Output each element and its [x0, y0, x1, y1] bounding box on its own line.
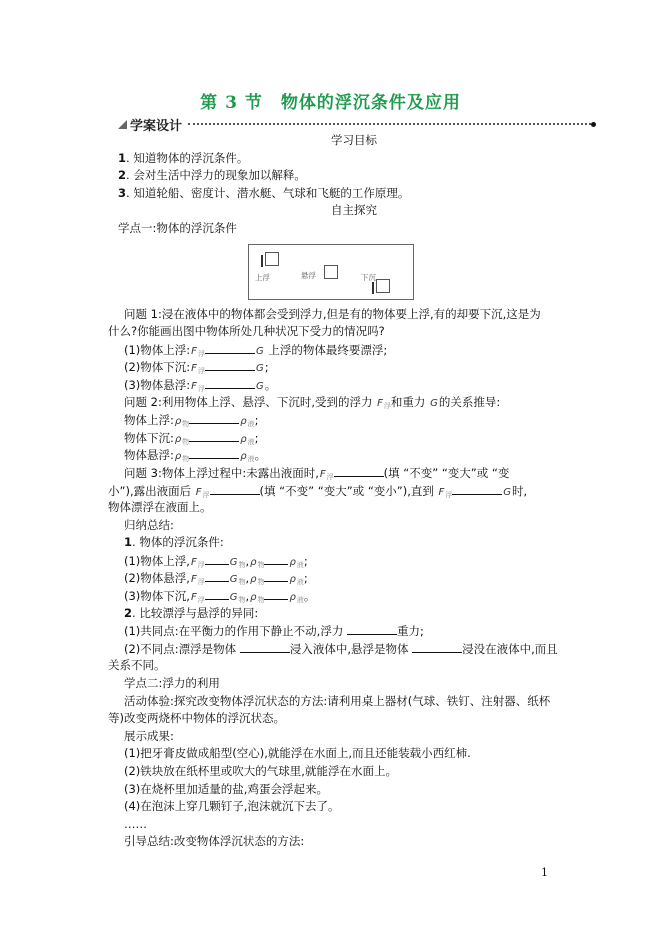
- formula-symbol: G: [229, 592, 238, 604]
- text-run: ;: [254, 413, 259, 428]
- formula-symbol: ρ: [250, 574, 257, 586]
- formula-subscript: 浮: [197, 349, 205, 358]
- formula-subscript: 浮: [383, 401, 391, 410]
- text-run: 3: [118, 185, 127, 200]
- text-run: (1)物体上浮:: [124, 342, 191, 357]
- text-run: 。: [254, 448, 267, 463]
- text-line: [118, 167, 590, 185]
- answer-blank[interactable]: [347, 622, 397, 635]
- text-run: ;: [303, 553, 308, 568]
- text-line: [118, 833, 590, 851]
- formula-subscript: 液: [296, 596, 304, 605]
- text-run: ;: [254, 430, 259, 445]
- formula-symbol: G: [229, 574, 238, 586]
- text-run: 浸没在液体中,而且: [462, 641, 558, 656]
- text-run: 。: [303, 589, 316, 604]
- section-header-label: 学案设计: [130, 118, 183, 134]
- formula-subscript: 浮: [197, 384, 205, 393]
- text-run: 1: [124, 535, 133, 550]
- text-run: 学点一:物体的浮沉条件: [118, 220, 237, 235]
- document-body: [108, 132, 590, 851]
- formula-subscript: 物: [257, 578, 265, 587]
- formula-symbol: G: [229, 556, 238, 568]
- text-line: [118, 569, 590, 587]
- answer-blank[interactable]: [189, 429, 239, 442]
- text-run: 问题 3:物体上浮过程中:未露出液面时,: [124, 465, 319, 480]
- text-line: [118, 446, 590, 464]
- formula-symbol: ρ: [174, 416, 182, 428]
- text-run: 学点二:浮力的利用: [124, 676, 220, 691]
- formula-symbol: F: [195, 486, 202, 498]
- section-header: [118, 116, 596, 132]
- text-run: 自主探究: [331, 203, 377, 218]
- text-run: 学习目标: [331, 133, 377, 147]
- text-run: 1: [118, 150, 127, 165]
- formula-subscript: 液: [247, 437, 255, 446]
- text-line: [118, 552, 590, 570]
- text-line: [118, 341, 590, 359]
- formula-symbol: F: [191, 363, 197, 375]
- text-line: [118, 605, 590, 623]
- text-run: 。: [264, 377, 277, 392]
- answer-blank[interactable]: [205, 341, 255, 354]
- formula-subscript: 浮: [197, 367, 205, 376]
- text-line: [118, 728, 590, 746]
- text-line: [118, 587, 590, 605]
- text-run: 物体漂浮在液面上。: [108, 500, 212, 515]
- page-number: 1: [541, 866, 548, 879]
- text-run: 引导总结:改变物体浮沉状态的方法:: [124, 834, 305, 849]
- answer-blank[interactable]: [205, 587, 229, 600]
- formula-symbol: ρ: [250, 592, 257, 604]
- formula-subscript: 物: [182, 420, 190, 429]
- formula-symbol: G: [430, 397, 438, 409]
- answer-blank[interactable]: [205, 569, 229, 582]
- answer-blank[interactable]: [205, 376, 255, 389]
- text-line: [118, 816, 590, 834]
- text-line: [118, 394, 590, 412]
- formula-symbol: F: [190, 556, 197, 568]
- text-run: 关系不同。: [108, 658, 166, 673]
- formula-symbol: ρ: [174, 451, 182, 463]
- text-run: . 知道物体的浮沉条件。: [126, 150, 249, 165]
- text-run: 活动体验:探究改变物体浮沉状态的方法:请利用桌上器材(气球、铁钉、注射器、纸杯: [124, 693, 551, 708]
- text-line: [118, 622, 590, 640]
- text-line: [118, 745, 590, 763]
- label-rising: 上浮: [255, 272, 270, 282]
- formula-symbol: G: [255, 345, 264, 357]
- text-run: (填 “不变” “变大”或 “变小”),直到: [259, 483, 438, 498]
- text-run: 展示成果:: [124, 728, 174, 743]
- formula-subscript: 物: [257, 560, 265, 569]
- text-run: 归纳总结:: [124, 517, 174, 532]
- answer-blank[interactable]: [210, 482, 260, 495]
- answer-blank[interactable]: [334, 464, 384, 477]
- text-run: 物体下沉:: [124, 430, 174, 445]
- text-run: (3)物体下沉,: [124, 589, 190, 604]
- text-run: 2: [118, 168, 127, 183]
- text-run: (2)不同点:漂浮是物体: [124, 641, 240, 656]
- text-run: 物体上浮:: [124, 413, 174, 428]
- answer-blank[interactable]: [189, 446, 239, 459]
- text-run: 时,: [512, 483, 528, 498]
- answer-blank[interactable]: [264, 569, 288, 582]
- answer-blank[interactable]: [264, 587, 288, 600]
- text-run: 问题 1:浸在液体中的物体都会受到浮力,但是有的物体要上浮,有的却要下沉,这是为: [124, 306, 541, 321]
- text-run: 浸入液体中,悬浮是物体: [289, 641, 413, 656]
- text-run: 问题 2:利用物体上浮、悬浮、下沉时,受到的浮力: [124, 394, 377, 409]
- dotted-divider: [188, 123, 591, 125]
- text-line: [118, 429, 590, 447]
- divider-end-dot: [591, 122, 596, 127]
- answer-blank[interactable]: [452, 482, 502, 495]
- text-run: (1)物体上浮,: [124, 553, 190, 568]
- float-states-figure: [118, 238, 590, 306]
- text-run: 2: [124, 605, 133, 620]
- text-line: [108, 499, 590, 517]
- formula-symbol: F: [190, 592, 197, 604]
- text-run: . 比较漂浮与悬浮的异同:: [132, 605, 259, 620]
- formula-subscript: 浮: [445, 490, 453, 499]
- text-run: (填 “不变” “变大”或 “变: [383, 465, 510, 480]
- text-run: ;: [264, 360, 269, 375]
- formula-symbol: ρ: [240, 451, 247, 463]
- text-run: (3)在烧杯里加适量的盐,鸡蛋会浮起来。: [124, 781, 328, 796]
- answer-blank[interactable]: [264, 552, 288, 565]
- text-line: [118, 534, 590, 552]
- up-arrow-icon: [261, 255, 263, 267]
- answer-blank[interactable]: [240, 640, 290, 653]
- formula-symbol: ρ: [174, 433, 182, 445]
- formula-symbol: F: [377, 397, 383, 409]
- text-run: ,: [245, 553, 250, 568]
- text-run: (1)共同点:在平衡力的作用下静止不动,浮力: [124, 624, 347, 639]
- text-line: [118, 517, 590, 535]
- text-run: (3)物体悬浮:: [124, 377, 191, 392]
- formula-symbol: F: [438, 486, 445, 498]
- text-run: 小”),露出液面后: [108, 483, 195, 498]
- text-run: 和重力: [390, 394, 430, 409]
- answer-blank[interactable]: [189, 411, 239, 424]
- text-run: (1)把牙膏皮做成船型(空心),就能浮在水面上,而且还能装载小西红柿.: [124, 746, 471, 761]
- text-line: [118, 464, 590, 482]
- text-line: [118, 640, 590, 658]
- text-run: ;: [303, 571, 308, 586]
- figure-frame: [248, 244, 414, 300]
- page-title: 第 3 节 物体的浮沉条件及应用: [200, 93, 461, 113]
- formula-symbol: ρ: [289, 556, 296, 568]
- formula-subscript: 物: [238, 560, 246, 569]
- formula-subscript: 浮: [326, 472, 334, 481]
- text-line: [118, 185, 590, 203]
- text-line: [118, 411, 590, 429]
- text-run: ……: [124, 816, 147, 831]
- text-line: [118, 150, 590, 168]
- answer-blank[interactable]: [205, 552, 229, 565]
- text-line: [108, 323, 590, 341]
- formula-subscript: 浮: [202, 490, 210, 499]
- answer-blank[interactable]: [205, 358, 255, 371]
- text-run: . 物体的浮沉条件:: [132, 535, 224, 550]
- text-run: (2)物体悬浮,: [124, 571, 190, 586]
- suspended-object-box: [324, 265, 338, 279]
- text-line: [118, 693, 590, 711]
- formula-symbol: G: [503, 486, 512, 498]
- formula-symbol: ρ: [240, 416, 247, 428]
- text-line: [118, 675, 590, 693]
- text-line: [118, 132, 590, 150]
- text-run: 上浮的物体最终要漂浮;: [264, 342, 388, 357]
- triangle-icon: [118, 120, 127, 129]
- text-run: (2)铁块放在纸杯里或吹大的气球里,就能浮在水面上。: [124, 764, 397, 778]
- text-line: [118, 220, 590, 238]
- formula-subscript: 物: [238, 596, 246, 605]
- label-suspended: 悬浮: [301, 270, 316, 280]
- formula-symbol: G: [255, 363, 264, 375]
- formula-subscript: 浮: [197, 560, 205, 569]
- sinking-object-box: [376, 279, 390, 293]
- formula-subscript: 液: [296, 560, 304, 569]
- text-run: 等)改变两烧杯中物体的浮沉状态。: [108, 711, 285, 726]
- formula-symbol: ρ: [289, 574, 296, 586]
- text-run: ,: [245, 571, 250, 586]
- text-line: [118, 781, 590, 799]
- text-line: [118, 763, 590, 781]
- text-line: [108, 710, 590, 728]
- formula-symbol: F: [191, 345, 197, 357]
- formula-subscript: 物: [182, 455, 190, 464]
- text-line: [118, 358, 590, 376]
- formula-subscript: 液: [247, 455, 255, 464]
- text-run: . 知道轮船、密度计、潜水艇、气球和飞艇的工作原理。: [126, 185, 410, 200]
- formula-symbol: F: [319, 468, 326, 480]
- down-arrow-icon: [372, 282, 374, 294]
- text-run: 什么?你能画出图中物体所处几种状况下受力的情况吗?: [108, 324, 385, 339]
- formula-symbol: ρ: [240, 433, 247, 445]
- formula-subscript: 物: [182, 437, 190, 446]
- text-line: [118, 202, 590, 220]
- text-run: 物体悬浮:: [124, 448, 174, 463]
- text-line: [108, 482, 590, 500]
- formula-subscript: 液: [247, 420, 255, 429]
- formula-subscript: 物: [238, 578, 246, 587]
- formula-subscript: 物: [257, 596, 265, 605]
- text-run: . 会对生活中浮力的现象加以解释。: [126, 168, 306, 183]
- rising-object-box: [265, 252, 279, 266]
- formula-symbol: ρ: [289, 592, 296, 604]
- text-line: [108, 657, 590, 675]
- text-line: [118, 798, 590, 816]
- text-line: [118, 376, 590, 394]
- text-line: [118, 306, 590, 324]
- formula-symbol: G: [255, 380, 264, 392]
- answer-blank[interactable]: [412, 640, 462, 653]
- formula-subscript: 浮: [197, 596, 205, 605]
- text-run: (2)物体下沉:: [124, 360, 191, 375]
- formula-symbol: F: [190, 574, 197, 586]
- formula-subscript: 液: [296, 578, 304, 587]
- text-run: ,: [245, 589, 250, 604]
- formula-symbol: F: [191, 380, 197, 392]
- text-run: 的关系推导:: [438, 394, 501, 409]
- text-run: (4)在泡沫上穿几颗钉子,泡沫就沉下去了。: [124, 799, 340, 814]
- text-run: 重力;: [396, 624, 424, 639]
- label-sinking: 下沉: [361, 272, 376, 282]
- formula-symbol: ρ: [250, 556, 257, 568]
- formula-subscript: 浮: [197, 578, 205, 587]
